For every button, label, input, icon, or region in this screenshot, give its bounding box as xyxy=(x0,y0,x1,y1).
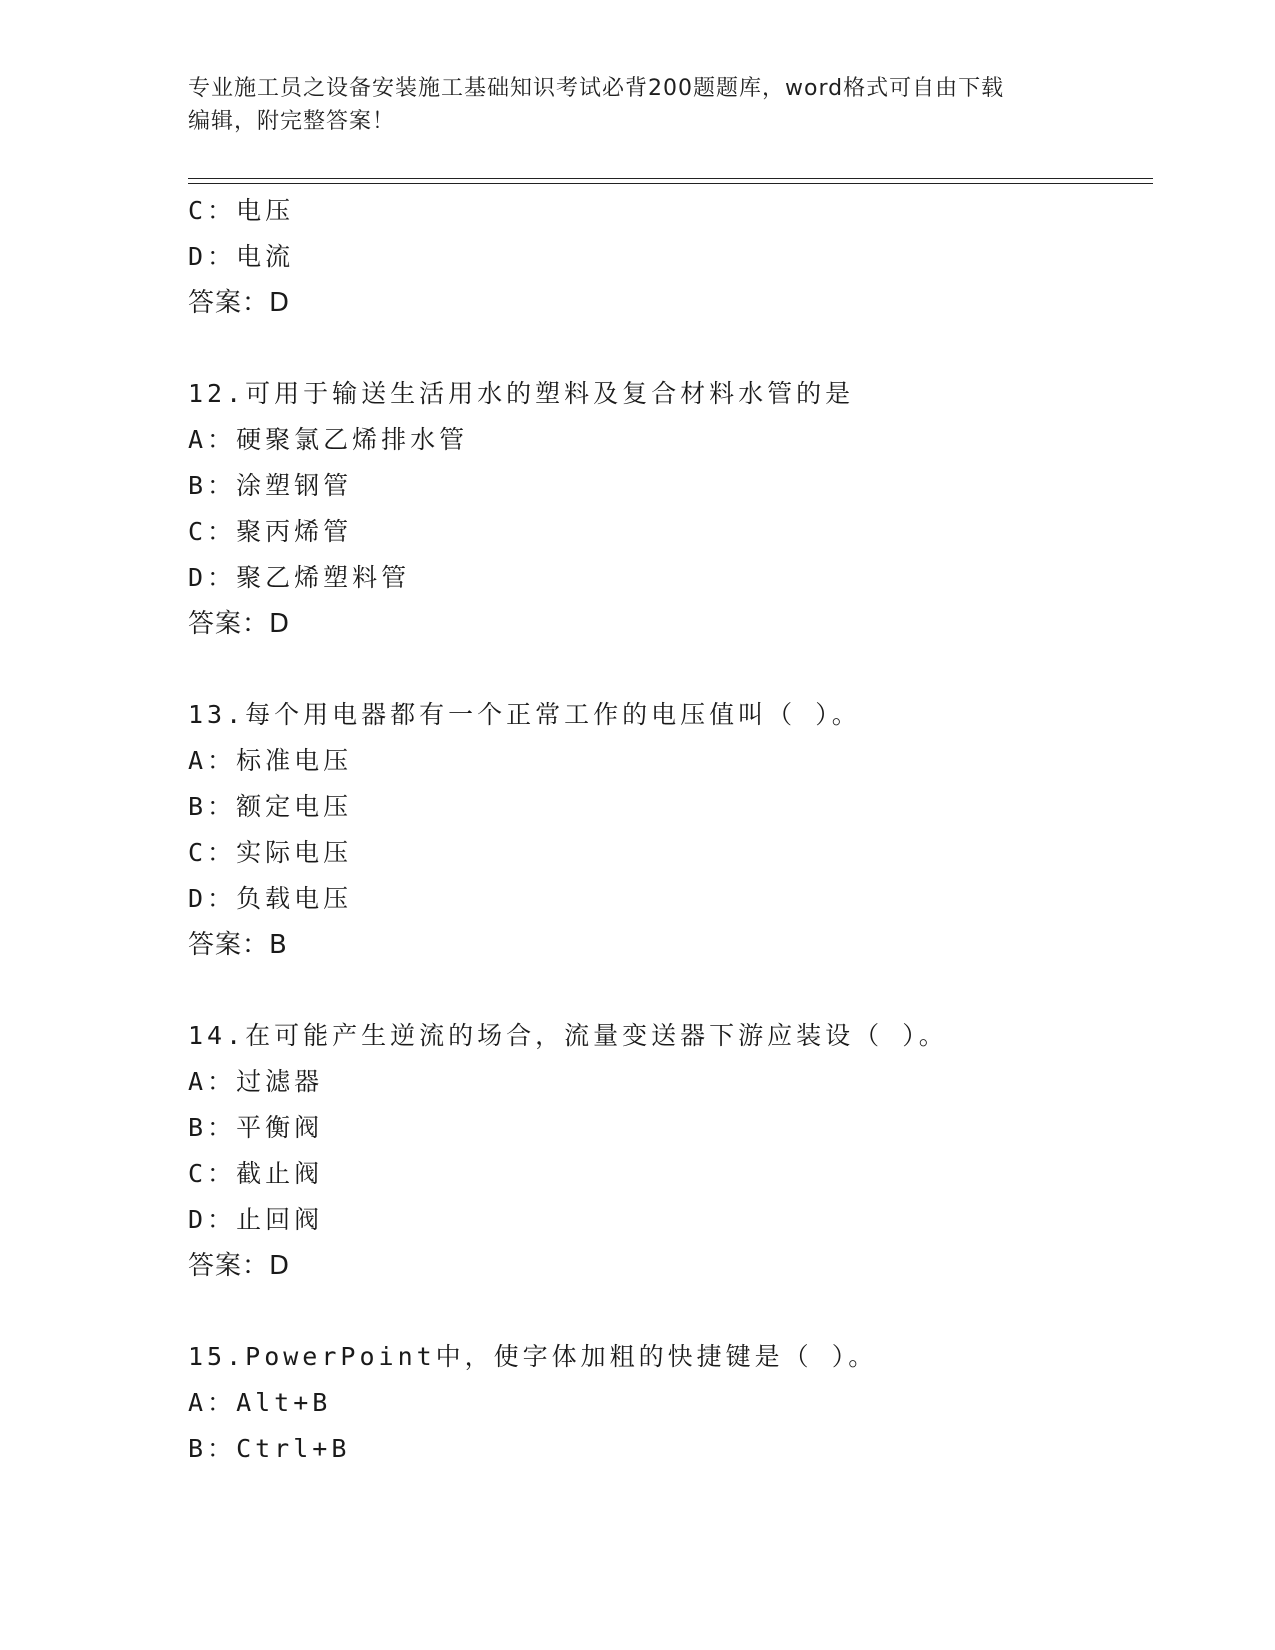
option-letter: A： xyxy=(188,1067,237,1096)
spacer xyxy=(188,647,1153,692)
option-text: 平衡阀 xyxy=(236,1113,324,1142)
option-d xyxy=(188,234,1153,280)
option-letter: B： xyxy=(188,1113,237,1142)
option-c xyxy=(188,830,1153,876)
option-letter: C： xyxy=(188,517,237,546)
option-text: 实际电压 xyxy=(236,838,353,867)
option-a xyxy=(188,1059,1153,1105)
option-text: 电流 xyxy=(236,242,295,271)
answer-line: 答案：D xyxy=(188,609,291,639)
option-letter: D： xyxy=(188,884,237,913)
option-letter: C： xyxy=(188,196,237,225)
question-block-12 xyxy=(188,371,1153,647)
option-a xyxy=(188,1380,1153,1426)
question-block-13 xyxy=(188,692,1153,968)
option-letter: C： xyxy=(188,1159,237,1188)
option-letter: B： xyxy=(188,471,237,500)
option-text: 涂塑钢管 xyxy=(236,471,353,500)
question-block-15 xyxy=(188,1334,1153,1472)
option-b xyxy=(188,784,1153,830)
option-c xyxy=(188,1151,1153,1197)
option-letter: B： xyxy=(188,1434,237,1463)
answer-line: 答案：D xyxy=(188,1251,291,1281)
answer-line: 答案：B xyxy=(188,930,288,960)
option-c xyxy=(188,188,1153,234)
option-text: 止回阀 xyxy=(236,1205,324,1234)
option-text: 过滤器 xyxy=(236,1067,324,1096)
header-title-line-2: 编辑，附完整答案！ xyxy=(188,109,396,134)
option-text: 聚乙烯塑料管 xyxy=(236,563,411,592)
option-text: 标准电压 xyxy=(236,746,353,775)
option-b xyxy=(188,1105,1153,1151)
question-block-partial xyxy=(188,188,1153,326)
option-d xyxy=(188,1197,1153,1243)
spacer xyxy=(188,968,1153,1013)
option-letter: D： xyxy=(188,563,237,592)
option-text: Ctrl+B xyxy=(236,1434,351,1463)
option-letter: D： xyxy=(188,242,237,271)
header-title-line-1: 专业施工员之设备安装施工基础知识考试必背200题题库，word格式可自由下载 xyxy=(188,76,1005,101)
option-text: 额定电压 xyxy=(236,792,353,821)
question-stem: 13.每个用电器都有一个正常工作的电压值叫（ ）。 xyxy=(188,700,861,729)
option-letter: A： xyxy=(188,1388,237,1417)
question-stem: 12.可用于输送生活用水的塑料及复合材料水管的是 xyxy=(188,379,855,408)
question-stem: 14.在可能产生逆流的场合，流量变送器下游应装设（ ）。 xyxy=(188,1021,948,1050)
option-text: 硬聚氯乙烯排水管 xyxy=(236,425,469,454)
option-text: 聚丙烯管 xyxy=(236,517,353,546)
answer-line: 答案：D xyxy=(188,288,291,318)
option-letter: A： xyxy=(188,746,237,775)
option-text: 电压 xyxy=(236,196,295,225)
option-d xyxy=(188,555,1153,601)
option-text: 负载电压 xyxy=(236,884,353,913)
option-b xyxy=(188,463,1153,509)
option-letter: B： xyxy=(188,792,237,821)
header-divider-top xyxy=(188,178,1153,179)
spacer xyxy=(188,1289,1153,1334)
question-block-14 xyxy=(188,1013,1153,1289)
option-letter: C： xyxy=(188,838,237,867)
option-text: Alt+B xyxy=(236,1388,332,1417)
option-d xyxy=(188,876,1153,922)
option-text: 截止阀 xyxy=(236,1159,324,1188)
option-letter: A： xyxy=(188,425,237,454)
question-stem: 15.PowerPoint中，使字体加粗的快捷键是（ ）。 xyxy=(188,1342,878,1371)
question-list xyxy=(188,188,1153,1472)
header-divider-bottom xyxy=(188,183,1153,184)
option-letter: D： xyxy=(188,1205,237,1234)
document-header xyxy=(188,72,1088,138)
option-a xyxy=(188,417,1153,463)
option-c xyxy=(188,509,1153,555)
spacer xyxy=(188,326,1153,371)
option-a xyxy=(188,738,1153,784)
option-b xyxy=(188,1426,1153,1472)
